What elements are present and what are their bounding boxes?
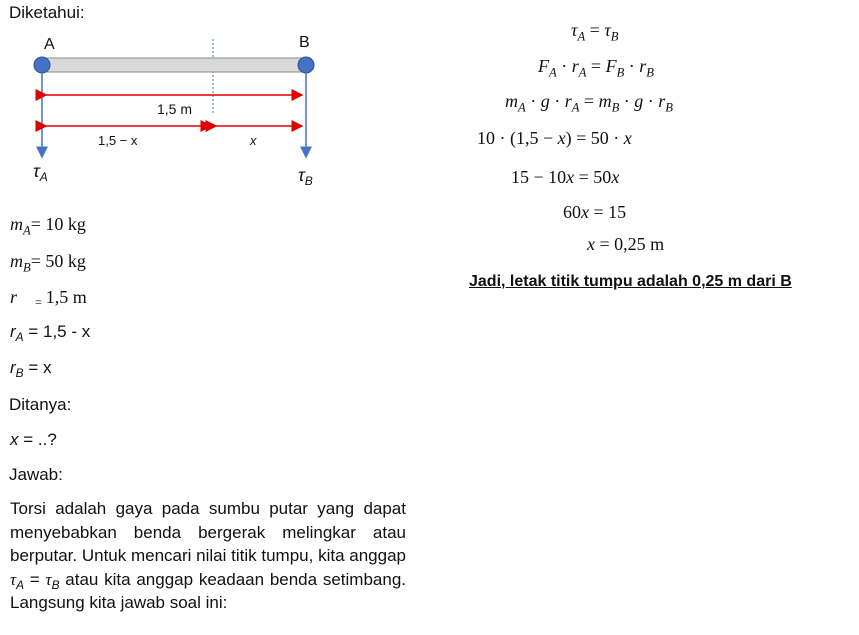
eq-torque-balance: $\tau_A = \tau_B$ [571,20,619,44]
explanation-paragraph: Torsi adalah gaya pada sumbu putar yang dapat menyebabkan benda bergerak melingkar atau berputar. Untuk mencari nilai titik tumpu, kita anggap $\tau_A = \tau_B$ atau kita anggap keadaan benda setimbang. Langsung kita jawab soal ini: [10,499,407,612]
tau-b-label: $\tau_B$ [298,165,313,188]
asked-x: x = ..? [10,430,57,449]
length-label: 1,5 m [157,101,193,117]
given-length-r: r = 1,5 m [10,287,87,309]
given-mass-b: $m_B= 50$ kg [10,251,86,275]
eq-force-radius: $F_A \cdot r_A = F_B \cdot r_B$ [538,56,654,80]
eq-expand: 15 − 10x = 50x [511,167,620,187]
right-segment-label: x [250,133,257,148]
given-mass-a: $m_A= 10$ kg [10,214,86,238]
diketahui-heading: Diketahui: [9,3,85,22]
beam-bar [42,58,306,72]
ditanya-heading: Ditanya: [9,395,72,414]
conclusion-text: Jadi, letak titik tumpu adalah 0,25 m dari B [469,273,792,290]
given-rb: $r_B = x$ [10,358,52,381]
left-segment-label: 1,5 − x [98,133,138,148]
label-b: B [299,34,310,51]
endpoint-a [34,57,50,73]
endpoint-b [298,57,314,73]
eq-substitution: 10 · (1,5 − x) = 50 · x [477,128,632,148]
eq-simplify: 60x = 15 [563,202,627,222]
label-a: A [44,36,55,53]
beam-diagram [0,25,340,220]
jawab-heading: Jawab: [9,465,63,484]
given-ra: $r_A = 1,5 - x$ [10,322,91,345]
tau-a-label: $\tau_A$ [33,161,48,184]
eq-mass-gravity: $m_A \cdot g \cdot r_A = m_B \cdot g \cdot r_B$ [505,91,673,115]
eq-result: x = 0,25 m [587,234,665,254]
